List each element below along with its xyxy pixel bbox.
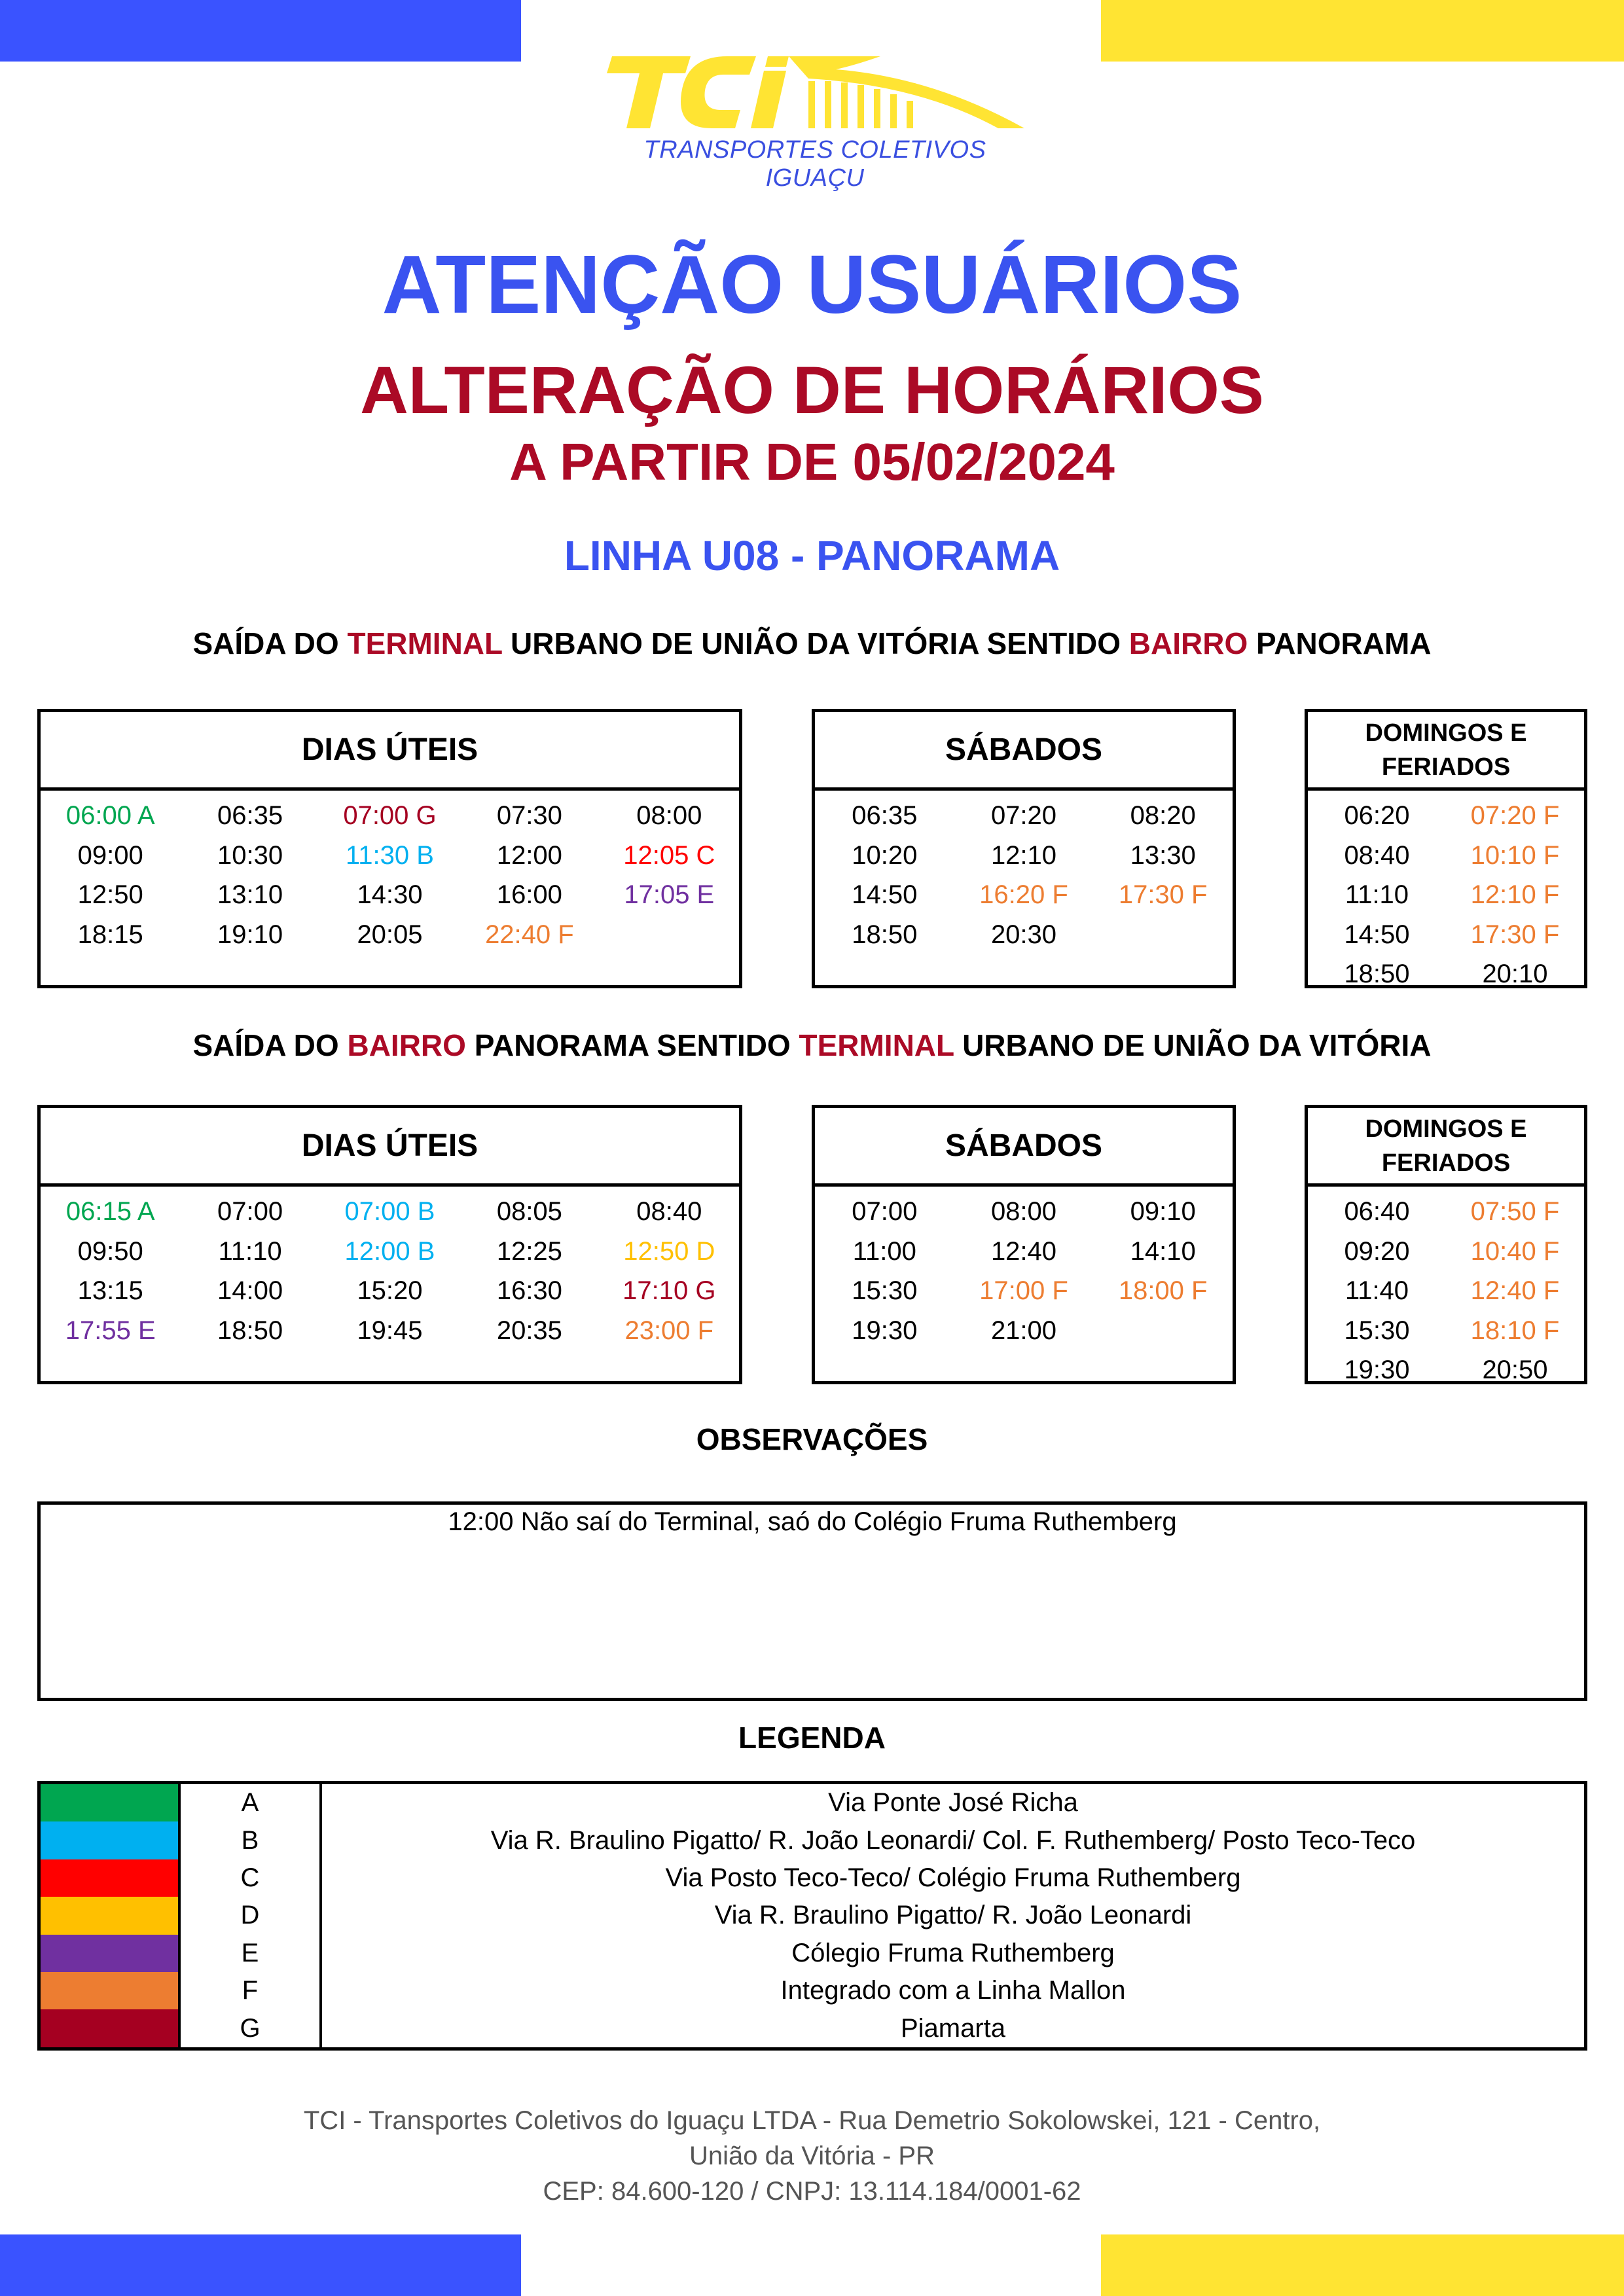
departure-time: 06:20 — [1344, 801, 1410, 830]
legend-row — [41, 1972, 1584, 2009]
legend-code: D — [179, 1897, 321, 1934]
footer-address-line1: TCI - Transportes Coletivos do Iguaçu LTDA - Rua Demetrio Sokolowskei, 121 - Centro, — [303, 2106, 1321, 2135]
departure-time: 19:30 — [1344, 1355, 1410, 1384]
departure-time: 19:30 — [852, 1316, 918, 1345]
departure-time: 06:00 A — [65, 801, 155, 830]
weekday-table-1 — [37, 709, 742, 988]
saturday-table-2 — [812, 1105, 1236, 1384]
departure-time: 18:15 — [77, 920, 143, 949]
legend-description: Piamarta — [900, 2013, 1006, 2043]
departure-time: 12:50 — [77, 880, 143, 909]
departure-time: 11:40 — [1344, 1276, 1409, 1305]
departure-time: 06:35 — [217, 801, 283, 830]
departure-time: 14:30 — [357, 880, 423, 909]
departure-time: 08:40 — [636, 1197, 702, 1226]
legend-code: G — [179, 2009, 321, 2047]
departure-time: 18:00 F — [1118, 1276, 1208, 1305]
departure-time: 12:10 — [990, 840, 1057, 870]
heading-highlight: BAIRRO — [1128, 626, 1248, 660]
heading-text: URBANO DE UNIÃO DA VITÓRIA — [954, 1028, 1432, 1062]
sunday-times — [1308, 1187, 1584, 1390]
departure-time: 12:05 C — [623, 840, 715, 870]
legend-code: E — [179, 1935, 321, 1972]
departure-time: 16:00 — [496, 880, 562, 909]
weekday-table-header: DIAS ÚTEIS — [41, 1108, 739, 1187]
departure-time: 12:00 B — [344, 1236, 435, 1266]
legend-description: Cólegio Fruma Ruthemberg — [791, 1938, 1115, 1967]
departure-time: 12:10 F — [1470, 880, 1560, 909]
legend-row — [41, 1935, 1584, 1972]
legend-color-swatch — [41, 1784, 179, 1821]
departure-time: 13:30 — [1130, 840, 1196, 870]
departure-time: 14:50 — [1344, 920, 1410, 949]
legend-code: F — [179, 1972, 321, 2009]
departure-time: 20:05 — [357, 920, 423, 949]
observations-title: OBSERVAÇÕES — [696, 1422, 928, 1456]
departure-time: 08:00 — [990, 1197, 1057, 1226]
heading-highlight: TERMINAL — [799, 1028, 954, 1062]
departure-time: 09:00 — [77, 840, 143, 870]
bottom-yellow-bar — [1101, 2234, 1624, 2296]
departure-time: 20:50 — [1482, 1355, 1548, 1384]
observation-text: 12:00 Não saí do Terminal, saó do Colégio Fruma Ruthemberg — [448, 1507, 1177, 1536]
departure-time: 06:15 A — [65, 1197, 155, 1226]
saturday-times — [815, 791, 1233, 954]
departure-time: 09:10 — [1130, 1197, 1196, 1226]
legend-table — [37, 1781, 1587, 2051]
departure-time: 08:05 — [496, 1197, 562, 1226]
effective-date: A PARTIR DE 05/02/2024 — [509, 433, 1115, 491]
weekday-times — [41, 1187, 739, 1350]
departure-time: 21:00 — [990, 1316, 1057, 1345]
logo-subtitle: TRANSPORTES COLETIVOS IGUAÇU — [643, 136, 986, 192]
observations-box — [37, 1501, 1587, 1701]
departure-time: 06:40 — [1344, 1197, 1410, 1226]
departure-time: 11:00 — [852, 1236, 916, 1266]
heading-text: PANORAMA — [1248, 626, 1432, 660]
departure-time: 17:00 F — [979, 1276, 1068, 1305]
departure-time: 07:20 — [990, 801, 1057, 830]
footer-registration: CEP: 84.600-120 / CNPJ: 13.114.184/0001-62 — [543, 2177, 1081, 2206]
legend-color-swatch — [41, 1897, 179, 1934]
heading-text: PANORAMA SENTIDO — [465, 1028, 799, 1062]
legend-description: Via R. Braulino Pigatto/ R. João Leonardi/ Col. F. Ruthemberg/ Posto Teco-Teco — [490, 1825, 1416, 1855]
direction-heading-2 — [0, 1028, 1624, 1063]
departure-time: 10:10 F — [1470, 840, 1560, 870]
legend-code: C — [179, 1859, 321, 1897]
departure-time: 14:00 — [217, 1276, 283, 1305]
departure-time: 12:40 F — [1470, 1276, 1560, 1305]
departure-time: 10:20 — [852, 840, 918, 870]
sunday-table-header: DOMINGOS E FERIADOS — [1308, 1108, 1584, 1187]
legend-code: A — [179, 1784, 321, 1821]
direction-heading-1 — [0, 626, 1624, 661]
top-yellow-bar — [1101, 0, 1624, 62]
departure-time: 18:50 — [852, 920, 918, 949]
heading-highlight: BAIRRO — [347, 1028, 466, 1062]
departure-time: 19:45 — [357, 1316, 423, 1345]
tci-logo — [592, 51, 1031, 192]
legend-title: LEGENDA — [738, 1721, 886, 1755]
sunday-table-header: DOMINGOS E FERIADOS — [1308, 712, 1584, 791]
departure-time: 18:10 F — [1470, 1316, 1560, 1345]
departure-time: 06:35 — [852, 801, 918, 830]
departure-time: 14:50 — [852, 880, 918, 909]
departure-time: 17:10 G — [623, 1276, 716, 1305]
departure-time: 11:30 B — [346, 840, 434, 870]
legend-description: Integrado com a Linha Mallon — [780, 1976, 1126, 2005]
legend-code: B — [179, 1821, 321, 1859]
departure-time: 16:20 F — [979, 880, 1068, 909]
departure-time: 07:30 — [496, 801, 562, 830]
departure-time: 17:30 F — [1118, 880, 1208, 909]
attention-heading: ATENÇÃO USUÁRIOS — [382, 238, 1242, 331]
departure-time: 14:10 — [1130, 1236, 1196, 1266]
legend-row — [41, 1897, 1584, 1934]
departure-time: 09:50 — [77, 1236, 143, 1266]
departure-time: 07:50 F — [1470, 1197, 1560, 1226]
legend-row — [41, 1784, 1584, 1821]
departure-time: 07:20 F — [1470, 801, 1560, 830]
legend-description: Via Posto Teco-Teco/ Colégio Fruma Ruthemberg — [665, 1863, 1241, 1892]
departure-time: 20:35 — [496, 1316, 562, 1345]
legend-description: Via R. Braulino Pigatto/ R. João Leonardi — [714, 1901, 1192, 1930]
tci-logo-graphic — [592, 51, 1031, 143]
departure-time: 18:50 — [1344, 960, 1410, 988]
departure-time: 13:15 — [77, 1276, 143, 1305]
saturday-table-header: SÁBADOS — [815, 1108, 1233, 1187]
departure-time: 15:20 — [357, 1276, 423, 1305]
heading-highlight: TERMINAL — [347, 626, 503, 660]
departure-time: 07:00 — [852, 1197, 918, 1226]
departure-time: 10:40 F — [1470, 1236, 1560, 1266]
saturday-table-1 — [812, 709, 1236, 988]
legend-color-swatch — [41, 2009, 179, 2047]
legend-row — [41, 2009, 1584, 2047]
departure-time: 12:00 — [496, 840, 562, 870]
footer-address-line2: União da Vitória - PR — [689, 2142, 935, 2170]
departure-time: 20:30 — [990, 920, 1057, 949]
departure-time: 17:30 F — [1470, 920, 1560, 949]
departure-time: 15:30 — [852, 1276, 918, 1305]
departure-time: 20:10 — [1482, 960, 1548, 988]
departure-time: 07:00 G — [343, 801, 437, 830]
departure-time: 08:20 — [1130, 801, 1196, 830]
departure-time: 11:10 — [1344, 880, 1409, 909]
departure-time: 19:10 — [217, 920, 283, 949]
heading-text: URBANO DE UNIÃO DA VITÓRIA SENTIDO — [502, 626, 1129, 660]
legend-color-swatch — [41, 1935, 179, 1972]
line-title: LINHA U08 - PANORAMA — [564, 532, 1060, 579]
legend-color-swatch — [41, 1821, 179, 1859]
departure-time: 11:10 — [218, 1236, 282, 1266]
departure-time: 10:30 — [217, 840, 283, 870]
legend-color-swatch — [41, 1972, 179, 2009]
legend-description: Via Ponte José Richa — [828, 1788, 1078, 1818]
saturday-table-header: SÁBADOS — [815, 712, 1233, 791]
sunday-table-1 — [1305, 709, 1587, 988]
legend-row — [41, 1821, 1584, 1859]
sunday-table-2 — [1305, 1105, 1587, 1384]
legend-color-swatch — [41, 1859, 179, 1897]
departure-time: 22:40 F — [485, 920, 574, 949]
departure-time: 15:30 — [1344, 1316, 1410, 1345]
saturday-times — [815, 1187, 1233, 1350]
departure-time: 17:05 E — [624, 880, 715, 909]
bottom-blue-bar — [0, 2234, 521, 2296]
departure-time: 08:40 — [1344, 840, 1410, 870]
departure-time: 12:40 — [990, 1236, 1057, 1266]
weekday-table-header: DIAS ÚTEIS — [41, 712, 739, 791]
legend-rows — [41, 1784, 1584, 2047]
departure-time: 23:00 F — [624, 1316, 714, 1345]
schedule-change-heading: ALTERAÇÃO DE HORÁRIOS — [360, 353, 1264, 427]
departure-time: 16:30 — [496, 1276, 562, 1305]
top-blue-bar — [0, 0, 521, 62]
sunday-times — [1308, 791, 1584, 994]
departure-time: 13:10 — [217, 880, 283, 909]
weekday-times — [41, 791, 739, 954]
departure-time: 12:50 D — [623, 1236, 715, 1266]
departure-time: 09:20 — [1344, 1236, 1410, 1266]
departure-time: 18:50 — [217, 1316, 283, 1345]
departure-time: 08:00 — [636, 801, 702, 830]
legend-row — [41, 1859, 1584, 1897]
weekday-table-2 — [37, 1105, 742, 1384]
departure-time: 17:55 E — [65, 1316, 156, 1345]
heading-text: SAÍDA DO — [192, 626, 348, 660]
heading-text: SAÍDA DO — [192, 1028, 348, 1062]
departure-time: 12:25 — [496, 1236, 562, 1266]
departure-time: 07:00 — [217, 1197, 283, 1226]
departure-time: 07:00 B — [344, 1197, 435, 1226]
